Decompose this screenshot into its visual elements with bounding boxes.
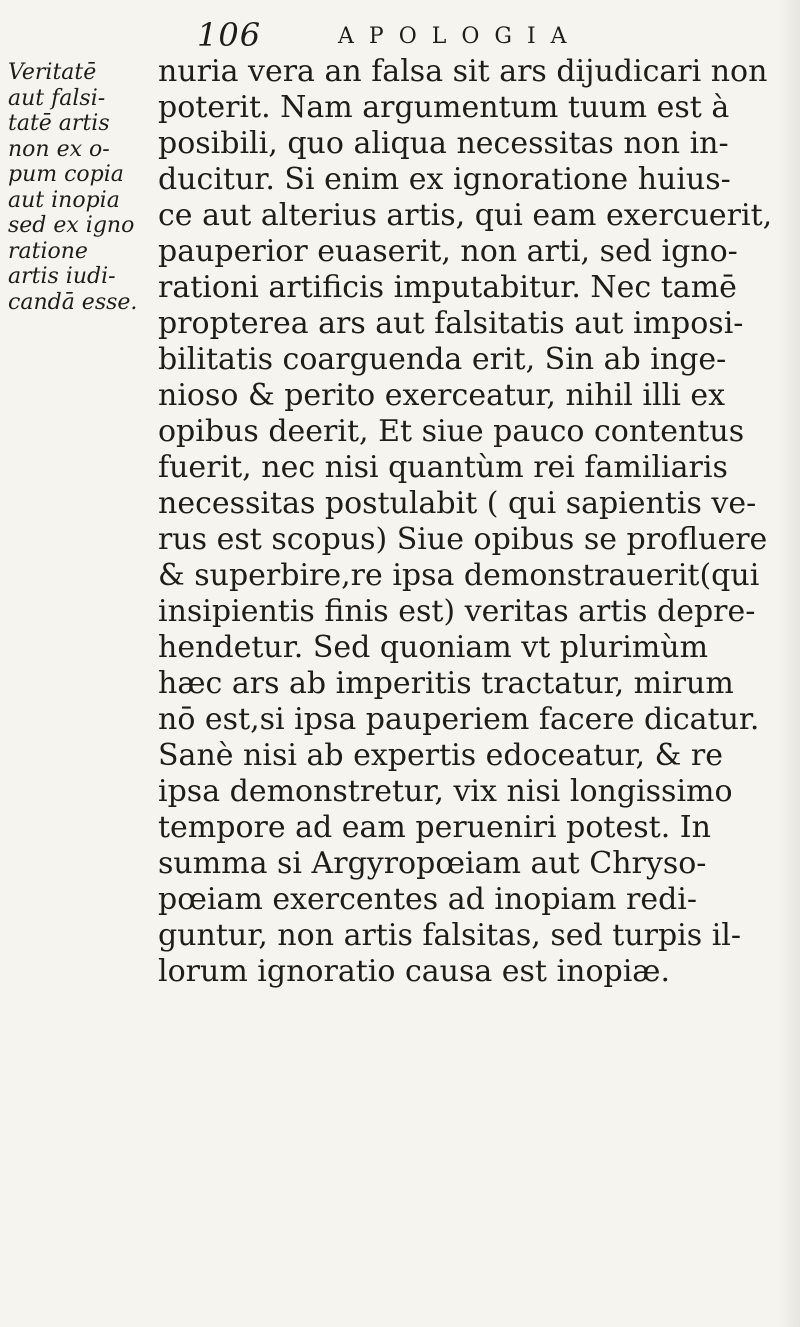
margin-note: non ex o- (8, 136, 110, 162)
margin-note: artis iudi- (8, 264, 116, 289)
running-title: APOLOGIA (338, 24, 582, 49)
text-line: pœiam exercentes ad inopiam redi- (158, 882, 698, 917)
body-text (158, 54, 778, 990)
margin-note: candā esse. (8, 289, 138, 315)
page-number: 106 (197, 16, 262, 54)
margin-note: ratione (8, 238, 88, 264)
page-edge-shadow (778, 0, 800, 1327)
text-line: hendetur. Sed quoniam vt plurimùm (158, 630, 709, 665)
margin-note: Veritatē (8, 60, 97, 85)
text-line: guntur, non artis falsitas, sed turpis il- (158, 918, 742, 953)
text-line: propterea ars aut falsitatis aut imposi- (158, 306, 744, 341)
text-line: nioso & perito exerceatur, nihil illi ex (158, 378, 726, 413)
text-line: opibus deerit, Et siue pauco contentus (158, 414, 745, 449)
text-line: pauperior euaserit, non arti, sed igno- (158, 234, 738, 269)
margin-notes (8, 60, 158, 315)
text-line: & superbire,re ipsa demonstrauerit(qui (158, 558, 760, 593)
margin-note: aut falsi- (8, 85, 106, 111)
text-line: insipientis finis est) veritas artis depre- (158, 594, 756, 629)
text-line: bilitatis coarguenda erit, Sin ab inge- (158, 342, 727, 377)
text-line: tempore ad eam perueniri potest. In (158, 810, 711, 845)
text-line: nuria vera an falsa sit ars dijudicari non (158, 54, 768, 89)
margin-note: pum copia (8, 162, 124, 187)
page-header (0, 16, 800, 56)
text-line: lorum ignoratio causa est inopiæ. (158, 954, 671, 989)
text-line: nō est,si ipsa pauperiem facere dicatur. (158, 702, 760, 737)
text-line: hæc ars ab imperitis tractatur, mirum (158, 666, 734, 701)
text-line: necessitas postulabit ( qui sapientis ve- (158, 486, 757, 521)
text-line: rationi artificis imputabitur. Nec tamē (158, 270, 737, 305)
text-line: Sanè nisi ab expertis edoceatur, & re (158, 738, 723, 773)
margin-note: sed ex igno (8, 213, 135, 238)
text-line: ipsa demonstretur, vix nisi longissimo (158, 774, 733, 809)
text-line: posibili, quo aliqua necessitas non in- (158, 126, 729, 161)
margin-note: tatē artis (8, 111, 110, 136)
margin-note: aut inopia (8, 187, 120, 213)
text-line: fuerit, nec nisi quantùm rei familiaris (158, 450, 728, 485)
text-line: ducitur. Si enim ex ignoratione huius- (158, 162, 731, 197)
text-line: summa si Argyropœiam aut Chryso- (158, 846, 707, 881)
text-line: poterit. Nam argumentum tuum est à (158, 90, 730, 125)
text-line: ce aut alterius artis, qui eam exercuerit, (158, 198, 773, 233)
text-line: rus est scopus) Siue opibus se profluere (158, 522, 768, 557)
